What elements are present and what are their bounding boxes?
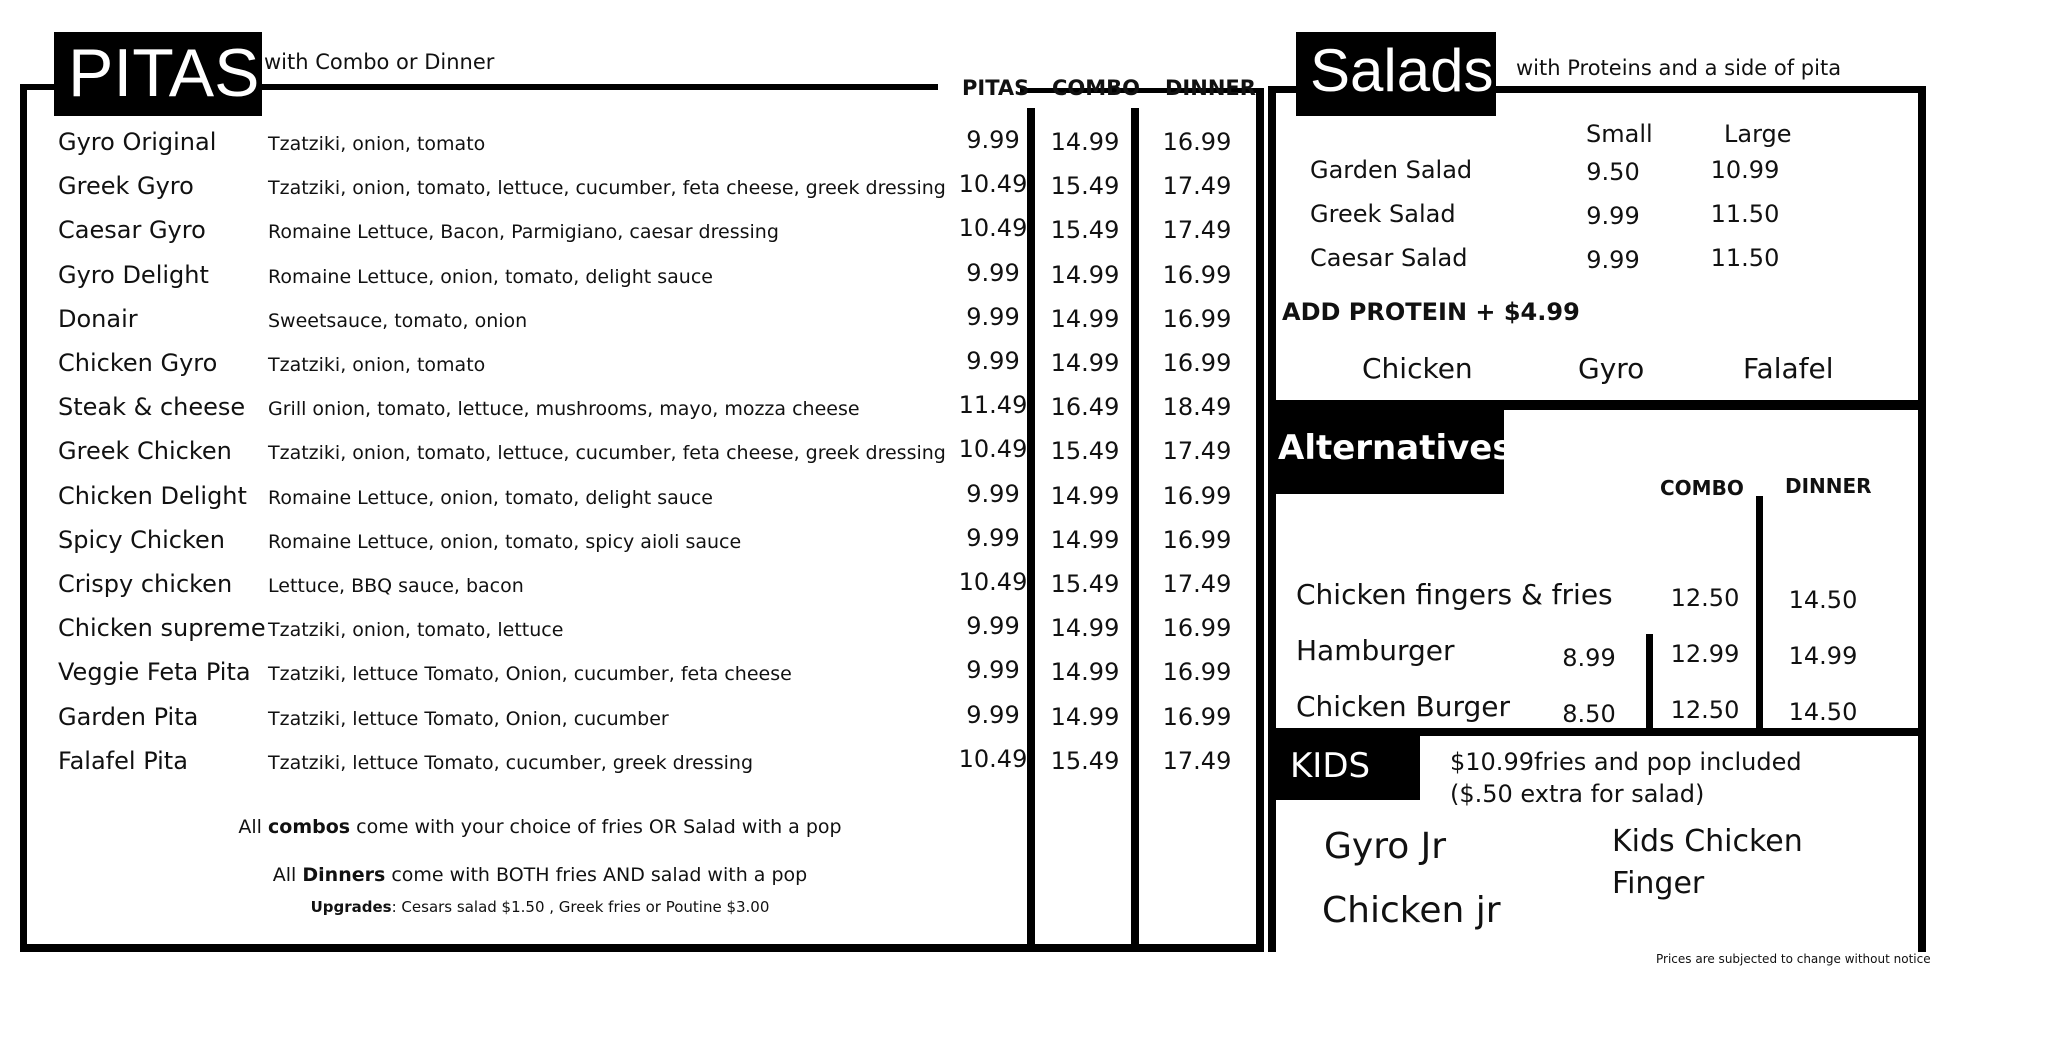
- combo-note: [140, 816, 940, 838]
- salad-small-price: 9.99: [1586, 202, 1640, 230]
- pita-name: Spicy Chicken: [58, 526, 226, 554]
- alternative-single-price: 8.99: [1562, 644, 1616, 672]
- combo-price: 15.49: [1050, 437, 1120, 465]
- alternatives-col-dinner: DINNER: [1785, 474, 1872, 498]
- salad-small-price: 9.50: [1586, 158, 1640, 186]
- pita-price: 9.99: [966, 701, 1020, 729]
- pitas-title-box: [54, 32, 262, 116]
- salads-bottom-border: [1268, 400, 1926, 410]
- alternative-combo-price: 12.50: [1670, 696, 1740, 724]
- pita-desc: Romaine Lettuce, Bacon, Parmigiano, caesar dressing: [268, 221, 779, 243]
- dinner-price: 16.99: [1162, 349, 1232, 377]
- combo-note-pre: All: [238, 816, 269, 838]
- pitas-right-border: [1256, 88, 1264, 952]
- kids-item-chicken-jr: Chicken jr: [1322, 890, 1501, 931]
- pita-desc: Tzatziki, onion, tomato, lettuce: [268, 619, 564, 641]
- upgrades-text: : Cesars salad $1.50 , Greek fries or Poutine $3.00: [391, 898, 770, 916]
- salads-subtitle: with Proteins and a side of pita: [1516, 56, 1842, 80]
- pita-price: 9.99: [966, 656, 1020, 684]
- pita-price: 9.99: [966, 347, 1020, 375]
- dinner-price: 16.99: [1162, 658, 1232, 686]
- pita-name: Donair: [58, 305, 138, 333]
- dinner-price: 17.49: [1162, 172, 1232, 200]
- pita-desc: Romaine Lettuce, onion, tomato, spicy aioli sauce: [268, 531, 742, 553]
- pita-name: Veggie Feta Pita: [58, 658, 251, 686]
- right-panel-left-border: [1268, 86, 1276, 952]
- alternative-dinner-price: 14.50: [1788, 698, 1858, 726]
- dinner-note-post: come with BOTH fries AND salad with a pop: [385, 864, 808, 886]
- combo-price: 14.99: [1050, 128, 1120, 156]
- alternative-combo-price: 12.50: [1670, 584, 1740, 612]
- pita-price: 9.99: [966, 126, 1020, 154]
- pita-price: 9.99: [966, 480, 1020, 508]
- pita-desc: Tzatziki, onion, tomato, lettuce, cucumber, feta cheese, greek dressing: [268, 177, 946, 199]
- dinner-note: [140, 864, 940, 886]
- alternative-single-price: 8.50: [1562, 700, 1616, 728]
- combo-price: 14.99: [1050, 261, 1120, 289]
- combo-price: 14.99: [1050, 305, 1120, 333]
- pita-price: 11.49: [958, 391, 1028, 419]
- pita-price: 10.49: [958, 170, 1028, 198]
- pita-desc: Tzatziki, onion, tomato, lettuce, cucumber, feta cheese, greek dressing: [268, 442, 946, 464]
- kids-item-chicken-finger-line2: Finger: [1612, 866, 1705, 901]
- dinner-note-bold: Dinners: [302, 864, 386, 886]
- protein-gyro: Gyro: [1578, 352, 1645, 385]
- salads-col-small: Small: [1586, 120, 1653, 148]
- salad-large-price: 11.50: [1710, 200, 1780, 228]
- combo-price: 15.49: [1050, 747, 1120, 775]
- pita-desc: Lettuce, BBQ sauce, bacon: [268, 575, 524, 597]
- combo-price: 15.49: [1050, 216, 1120, 244]
- pita-desc: Grill onion, tomato, lettuce, mushrooms, mayo, mozza cheese: [268, 398, 860, 420]
- alternative-dinner-price: 14.99: [1788, 642, 1858, 670]
- upgrades-bold: Upgrades: [310, 898, 392, 916]
- pita-price: 9.99: [966, 524, 1020, 552]
- combo-note-post: come with your choice of fries OR Salad with a pop: [350, 816, 842, 838]
- kids-price-line2: ($.50 extra for salad): [1450, 780, 1705, 808]
- pita-price: 10.49: [958, 214, 1028, 242]
- pita-desc: Tzatziki, lettuce Tomato, cucumber, greek dressing: [268, 752, 754, 774]
- pitas-title: PITAS: [68, 35, 260, 111]
- pita-name: Chicken Delight: [58, 482, 247, 510]
- dinner-price: 17.49: [1162, 216, 1232, 244]
- pita-price: 10.49: [958, 435, 1028, 463]
- alternatives-divider-single-combo: [1646, 634, 1653, 730]
- footer-note: Prices are subjected to change without notice: [1656, 952, 1931, 966]
- pita-price: 9.99: [966, 259, 1020, 287]
- dinner-price: 17.49: [1162, 437, 1232, 465]
- pita-desc: Tzatziki, lettuce Tomato, Onion, cucumber, feta cheese: [268, 663, 792, 685]
- kids-title: KIDS: [1290, 746, 1371, 786]
- combo-price: 15.49: [1050, 172, 1120, 200]
- combo-price: 14.99: [1050, 349, 1120, 377]
- pita-desc: Tzatziki, lettuce Tomato, Onion, cucumber: [268, 708, 669, 730]
- alternatives-col-combo: COMBO: [1660, 476, 1744, 500]
- pitas-divider-combo-dinner: [1131, 108, 1139, 948]
- pita-name: Gyro Original: [58, 128, 217, 156]
- pitas-bottom-border: [20, 944, 1262, 952]
- combo-price: 14.99: [1050, 703, 1120, 731]
- pita-name: Falafel Pita: [58, 747, 188, 775]
- pita-name: Chicken supreme: [58, 614, 266, 642]
- alternative-dinner-price: 14.50: [1788, 586, 1858, 614]
- pita-name: Steak & cheese: [58, 393, 246, 421]
- pitas-col-combo: COMBO: [1052, 76, 1141, 100]
- dinner-price: 16.99: [1162, 614, 1232, 642]
- pita-price: 9.99: [966, 303, 1020, 331]
- salad-large-price: 10.99: [1710, 156, 1780, 184]
- dinner-price: 16.99: [1162, 261, 1232, 289]
- alternatives-title: Alternatives: [1278, 428, 1513, 468]
- pita-desc: Tzatziki, onion, tomato: [268, 354, 486, 376]
- combo-price: 14.99: [1050, 614, 1120, 642]
- right-panel-right-border: [1918, 86, 1926, 952]
- alternatives-title-box: [1268, 410, 1513, 494]
- pita-desc: Tzatziki, onion, tomato: [268, 133, 486, 155]
- salad-small-price: 9.99: [1586, 246, 1640, 274]
- combo-price: 14.99: [1050, 658, 1120, 686]
- salad-name: Caesar Salad: [1310, 244, 1468, 272]
- alternative-name: Chicken fingers & fries: [1296, 578, 1613, 611]
- pita-desc: Romaine Lettuce, onion, tomato, delight sauce: [268, 266, 713, 288]
- pitas-col-pitas: PITAS: [962, 76, 1030, 100]
- combo-price: 16.49: [1050, 393, 1120, 421]
- add-protein-label: ADD PROTEIN + $4.99: [1282, 298, 1580, 326]
- dinner-price: 16.99: [1162, 128, 1232, 156]
- dinner-price: 17.49: [1162, 747, 1232, 775]
- pita-price: 10.49: [958, 745, 1028, 773]
- alternative-combo-price: 12.99: [1670, 640, 1740, 668]
- salad-name: Greek Salad: [1310, 200, 1456, 228]
- pita-name: Garden Pita: [58, 703, 199, 731]
- kids-title-box: [1268, 734, 1420, 800]
- alternative-name: Chicken Burger: [1296, 690, 1511, 723]
- pita-name: Chicken Gyro: [58, 349, 218, 377]
- protein-chicken: Chicken: [1362, 352, 1473, 385]
- pita-name: Crispy chicken: [58, 570, 233, 598]
- pitas-col-dinner: DINNER: [1165, 76, 1256, 100]
- combo-price: 14.99: [1050, 526, 1120, 554]
- salads-col-large: Large: [1724, 120, 1792, 148]
- kids-item-chicken-finger-line1: Kids Chicken: [1612, 824, 1803, 859]
- dinner-price: 18.49: [1162, 393, 1232, 421]
- pita-name: Caesar Gyro: [58, 216, 206, 244]
- pita-desc: Romaine Lettuce, onion, tomato, delight sauce: [268, 487, 713, 509]
- dinner-price: 16.99: [1162, 482, 1232, 510]
- dinner-note-pre: All: [272, 864, 303, 886]
- salad-name: Garden Salad: [1310, 156, 1473, 184]
- pita-name: Greek Chicken: [58, 437, 232, 465]
- pitas-left-border: [20, 84, 27, 950]
- pita-name: Greek Gyro: [58, 172, 194, 200]
- salads-title-box: [1296, 32, 1496, 116]
- upgrades-note: [140, 898, 940, 916]
- kids-price-line1: $10.99fries and pop included: [1450, 748, 1802, 776]
- pita-desc: Sweetsauce, tomato, onion: [268, 310, 528, 332]
- combo-price: 15.49: [1050, 570, 1120, 598]
- kids-item-gyro-jr: Gyro Jr: [1324, 826, 1447, 867]
- alternative-name: Hamburger: [1296, 634, 1455, 667]
- dinner-price: 16.99: [1162, 305, 1232, 333]
- dinner-price: 17.49: [1162, 570, 1232, 598]
- pita-price: 10.49: [958, 568, 1028, 596]
- pitas-subtitle: with Combo or Dinner: [264, 50, 495, 74]
- salads-title: Salads: [1310, 37, 1494, 104]
- pita-name: Gyro Delight: [58, 261, 209, 289]
- salad-large-price: 11.50: [1710, 244, 1780, 272]
- pita-price: 9.99: [966, 612, 1020, 640]
- protein-falafel: Falafel: [1743, 352, 1834, 385]
- combo-note-bold: combos: [268, 816, 351, 838]
- alternatives-divider-combo-dinner: [1756, 496, 1763, 730]
- combo-price: 14.99: [1050, 482, 1120, 510]
- dinner-price: 16.99: [1162, 526, 1232, 554]
- dinner-price: 16.99: [1162, 703, 1232, 731]
